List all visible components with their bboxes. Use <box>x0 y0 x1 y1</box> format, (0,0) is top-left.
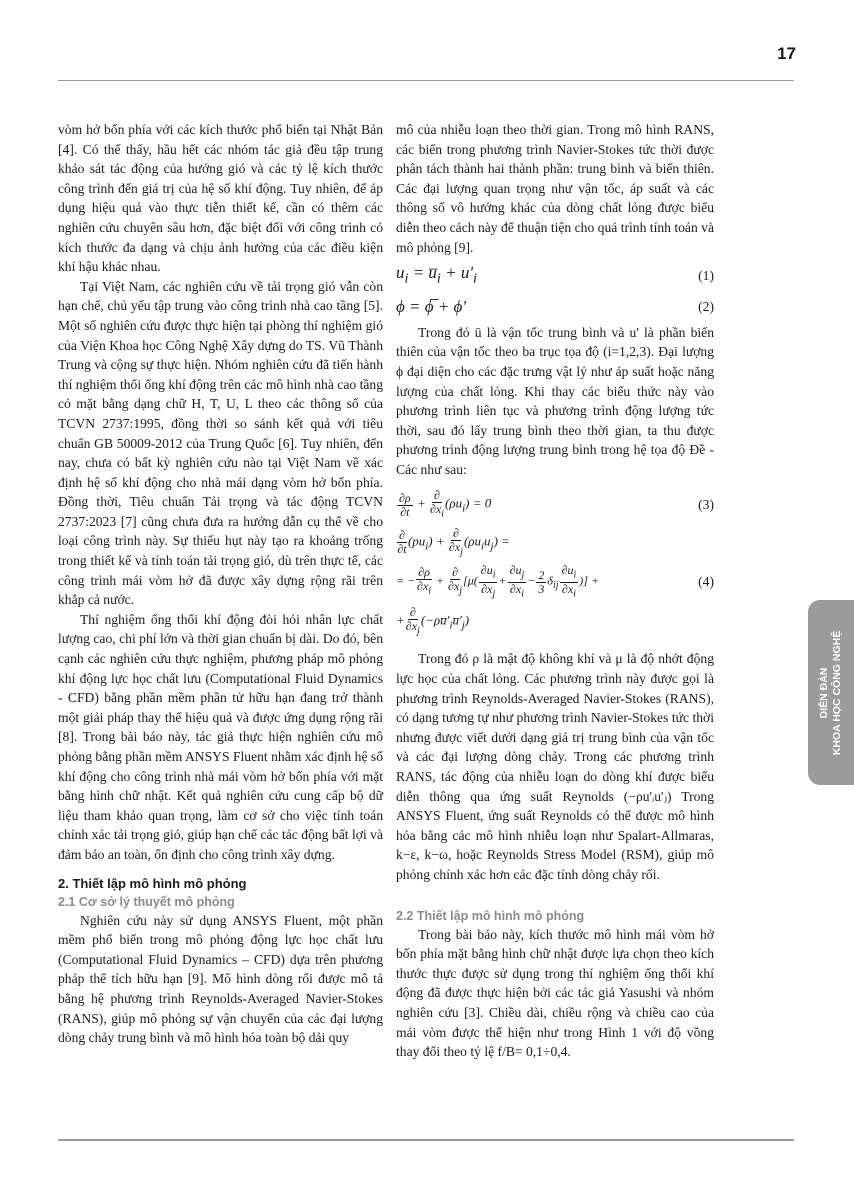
equation-number: (3) <box>698 497 714 513</box>
equation-4-line2: = − $\frac{\partial\rho}{\partial x_i}$ + $\frac{\partial}{\partial x_j}$ [μ( $\frac{\partial u_i}{\partial x_j}$ + $\frac{\partial u_j}{\partial x_i}$ − $\frac{2}{3}$ $\delta_{ij}$ $\frac{\partial u_i}{\partial x_i}$ )] + (4) <box>396 563 714 600</box>
footer-rule <box>58 1139 794 1141</box>
page-number: 17 <box>777 44 796 63</box>
right-column <box>396 120 714 1062</box>
subsection-heading: 2.2 Thiết lập mô hình mô phỏng <box>396 908 585 923</box>
paragraph: Trong đó ρ là mật độ không khí và μ là độ nhớt động lực học của chất lỏng. Các phương trình này được gọi là phương trình Reynolds-Averaged Navier-Stokes (RANS), có dạng tương tự như phương trình Navier-Stokes tức thời nhưng được viết dưới dạng giá trị trung bình của vận tốc và các đại lượng dòng chảy. Trong các phương trình RANS, tác động của nhiễu loạn do dòng khí được biểu diễn thông qua ứng suất Reynolds (−ρu'ᵢu'ⱼ) Trong ANSYS Fluent, ứng suất Reynolds có thể được mô hình hóa bằng các mô hình nhiễu loạn như Spalart-Allmaras, k−ε, k−ω, hoặc Reynolds Stress Model (RSM), giúp mô phỏng chính xác hơn các đặc tính dòng chảy rối. <box>396 651 714 882</box>
left-column <box>58 120 383 1048</box>
equation-3: $\frac{\partial\rho}{\partial t}$ + $\frac{\partial}{\partial x_i}$ $(\rho u_i) = 0$ (3) <box>399 488 714 520</box>
paragraph: Thí nghiệm ống thổi khí động đòi hỏi nhân lực chất lượng cao, chi phí lớn và thời gian chuẩn bị dài. Do đó, bên cạnh các nghiên cứu thực nghiệm, phương pháp mô phỏng khí động lực học chất lưu (Computational Fluid Dynamics - CFD) bằng phần mềm phần tử hữu hạn đang trở thành một giải pháp thay thế hiệu quả và được ứng dụng rộng rãi [8]. Trong bài báo này, tác giả thực hiện nghiên cứu mô phỏng bằng phần mềm ANSYS Fluent nhằm xác định hệ số khí động cho công trình nhà mái vòm hở bốn phía với mặt bằng hình chữ nhật. Kết quả nghiên cứu cung cấp bộ dữ liệu tham khảo quan trọng, làm cơ sở cho việc tính toán chính xác tải trọng gió, giúp hạn chế các tác động bất lợi và đảm bảo an toàn, ổn định cho công trình xây dựng. <box>58 611 383 862</box>
equation-1: $u_i$ = $u̅_i + u'_i$ (1) <box>396 263 714 287</box>
paragraph: Nghiên cứu này sử dụng ANSYS Fluent, một phần mềm phổ biến trong mô phỏng động lực học chất lưu (Computational Fluid Dynamics – CFD) dựa trên phương pháp thể tích hữu hạn [9]. Mô hình dòng rối được mô tả bằng hệ phương trình Reynolds-Averaged Navier-Stokes (RANS), giúp mô phỏng sự vận chuyển của các đại lượng dòng chảy trung bình và mô hình hóa toàn bộ dải quy <box>58 912 383 1046</box>
section-side-tab <box>808 600 854 785</box>
paragraph: mô của nhiễu loạn theo thời gian. Trong mô hình RANS, các biến trong phương trình Navier-Stokes tức thời được phân tách thành hai thành phần: trung bình và biến thiên. Các đại lượng quan trọng như vận tốc, áp suất và các thông số vô hướng khác của dòng chất lỏng được biểu diễn theo cách này để thuận tiện cho quá trình tính toán và mô phỏng [9]. <box>396 122 714 255</box>
equation-4-line3: + $\frac{\partial}{\partial x_j}$ $(-\rho u̅'_iu̅'_j)$ <box>396 605 470 637</box>
section-heading: 2. Thiết lập mô hình mô phỏng <box>58 875 247 891</box>
header-rule <box>58 80 794 81</box>
paragraph: Trong bài báo này, kích thước mô hình mái vòm hở bốn phía mặt bằng hình chữ nhật được lựa chọn theo kích thước thực được sử dụng trong thí nghiệm ống thổi khí động đã được thực hiện bởi các tác giả Yasushi và nhóm nghiên cứu [3]. Chiều dài, chiều rộng và chiều cao của mái vòm được thể hiện như trong Hình 1 với độ vồng thay đổi theo tỷ lệ f/B= 0,1÷0,4. <box>396 926 714 1060</box>
paragraph: Tại Việt Nam, các nghiên cứu về tải trọng gió vẫn còn hạn chế, chủ yếu tập trung vào công trình nhà cao tầng [5]. Một số nghiên cứu được thực hiện tại phòng thí nghiệm gió của Viện Khoa học Công Nghệ Xây dựng do TS. Vũ Thành Trung và cộng sự thực hiện. Nhóm nghiên cứu đã tiến hành thí nghiệm thổi ống khí động trên các mô hình nhà cao tầng có mặt bằng dạng chữ H, T, U, L theo các thông số của TCVN 2737:1995, đồng thời so sánh kết quả với tiêu chuẩn GB 50009-2012 của Trung Quốc [6]. Tuy nhiên, đến nay, chưa có bất kỳ nghiên cứu nào tại Việt Nam về xác định hệ số khí động cho nhà mái dạng vòm hở bốn phía. Đồng thời, Tiêu chuẩn Tải trọng và tác động TCVN 2737:2023 [7] cũng chưa đưa ra hướng dẫn cụ thể về cho loại công trình này. Sự thiếu hụt này tạo ra khoảng trống trong thiết kế và tính toán tải trọng gió, dù trên thực tế, các công trình mái vòm hở đã được xây dựng rộng rãi trên khắp cả nước. <box>58 278 383 608</box>
paragraph: Trong đó ū là vận tốc trung bình và u' là phần biến thiên của vận tốc theo ba trục tọa độ (i=1,2,3). Đại lượng ϕ đại diện cho các đặc trưng vật lý như áp suất hoặc năng lượng của chất lỏng. Khi thay các biểu thức này vào phương trình liên tục và phương trình động lượng tức thời, sau đó lấy trung bình theo thời gian, ta thu được phương trình động lượng trung bình trong hệ tọa độ Đề - Các như sau: <box>396 324 714 477</box>
equation-2: ϕ = ϕ̅ + ϕ' (2) <box>396 297 714 317</box>
subsection-heading: 2.1 Cơ sở lý thuyết mô phỏng <box>58 894 235 909</box>
paragraph: vòm hở bốn phía với các kích thước phổ biến tại Nhật Bản [4]. Có thể thấy, hầu hết các nhóm tác giả đều tập trung khảo sát tác động của hướng gió và các tỷ lệ kích thước công trình đến giá trị của hệ số khí động. Tuy nhiên, để áp dụng hiệu quả vào thực tiễn thiết kế, cần có thêm các nghiên cứu chuyên sâu hơn, đặc biệt đối với công trình có kích thước đa dạng và chịu ảnh hưởng của các điều kiện khí hậu khác nhau. <box>58 122 383 275</box>
equation-4-line1: $\frac{\partial}{\partial t}$ $(pu_i)$ + $\frac{\partial}{\partial x_j}$ $(\rho u_iu_j)$ = <box>397 525 510 558</box>
side-tab-line: KHOA HỌC CÔNG NGHỆ <box>831 630 843 755</box>
equation-number: (2) <box>698 299 714 315</box>
equation-number: (1) <box>698 268 714 284</box>
side-tab-line: DIỄN ĐÀN <box>818 667 830 718</box>
equation-number: (4) <box>698 574 714 590</box>
